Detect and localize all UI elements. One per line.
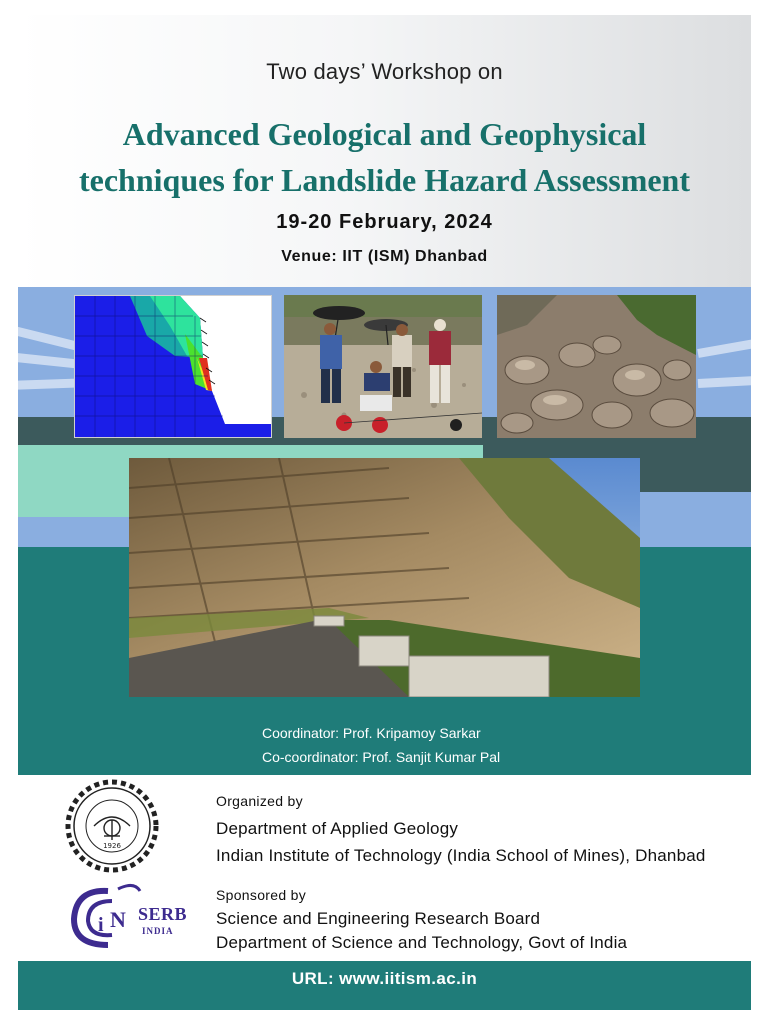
workshop-venue: Venue: IIT (ISM) Dhanbad — [281, 248, 488, 265]
title-line-1: Advanced Geological and Geophysical — [122, 116, 647, 152]
workshop-dates: 19-20 February, 2024 — [276, 211, 493, 233]
svg-text:i: i — [98, 914, 104, 936]
field-survey-graphic — [284, 295, 482, 438]
workshop-title — [18, 111, 751, 203]
boulder-field-graphic — [497, 295, 696, 438]
sponsored-by-label: Sponsored by — [216, 887, 306, 903]
sponsor-board: Science and Engineering Research Board — [216, 909, 541, 928]
serb-swoosh-icon — [68, 883, 148, 953]
ism-logo-year: 1926 — [103, 842, 121, 850]
boulder-field-photo — [497, 295, 696, 438]
coordinator-name: Coordinator: Prof. Kripamoy Sarkar — [262, 725, 481, 741]
organizers-section — [18, 775, 751, 961]
india-wordmark: INDIA — [142, 926, 174, 936]
co-coordinator-name: Co-coordinator: Prof. Sanjit Kumar Pal — [262, 749, 501, 765]
serb-wordmark: SERB — [138, 904, 188, 924]
road-cut-slope-graphic — [129, 458, 640, 697]
website-url-link[interactable]: URL: www.iitism.ac.in — [291, 969, 478, 988]
organizer-department: Department of Applied Geology — [216, 819, 459, 838]
sponsored-by-block — [216, 887, 627, 955]
slope-model-graphic — [75, 296, 272, 438]
field-survey-photo — [284, 295, 482, 438]
poster-header — [18, 15, 751, 287]
title-line-2: techniques for Landslide Hazard Assessment — [78, 162, 690, 198]
workshop-intro: Two days’ Workshop on — [266, 59, 503, 84]
organizer-institute: Indian Institute of Technology (India School of Mines), Dhanbad — [216, 846, 706, 865]
sponsor-department: Department of Science and Technology, Govt of India — [216, 933, 628, 952]
svg-text:N: N — [110, 907, 126, 932]
slope-model-image — [74, 295, 272, 438]
coordinators-block — [262, 721, 500, 769]
workshop-poster — [18, 15, 751, 1010]
road-cut-slope-photo — [129, 458, 640, 697]
organized-by-label: Organized by — [216, 793, 303, 809]
poster-footer — [18, 961, 751, 1010]
pale-blue-block — [638, 492, 751, 547]
pale-blue-strip — [18, 517, 129, 547]
serb-india-logo — [68, 883, 208, 953]
iit-ism-logo — [64, 778, 160, 874]
organized-by-block — [216, 793, 706, 869]
image-band — [18, 287, 751, 775]
